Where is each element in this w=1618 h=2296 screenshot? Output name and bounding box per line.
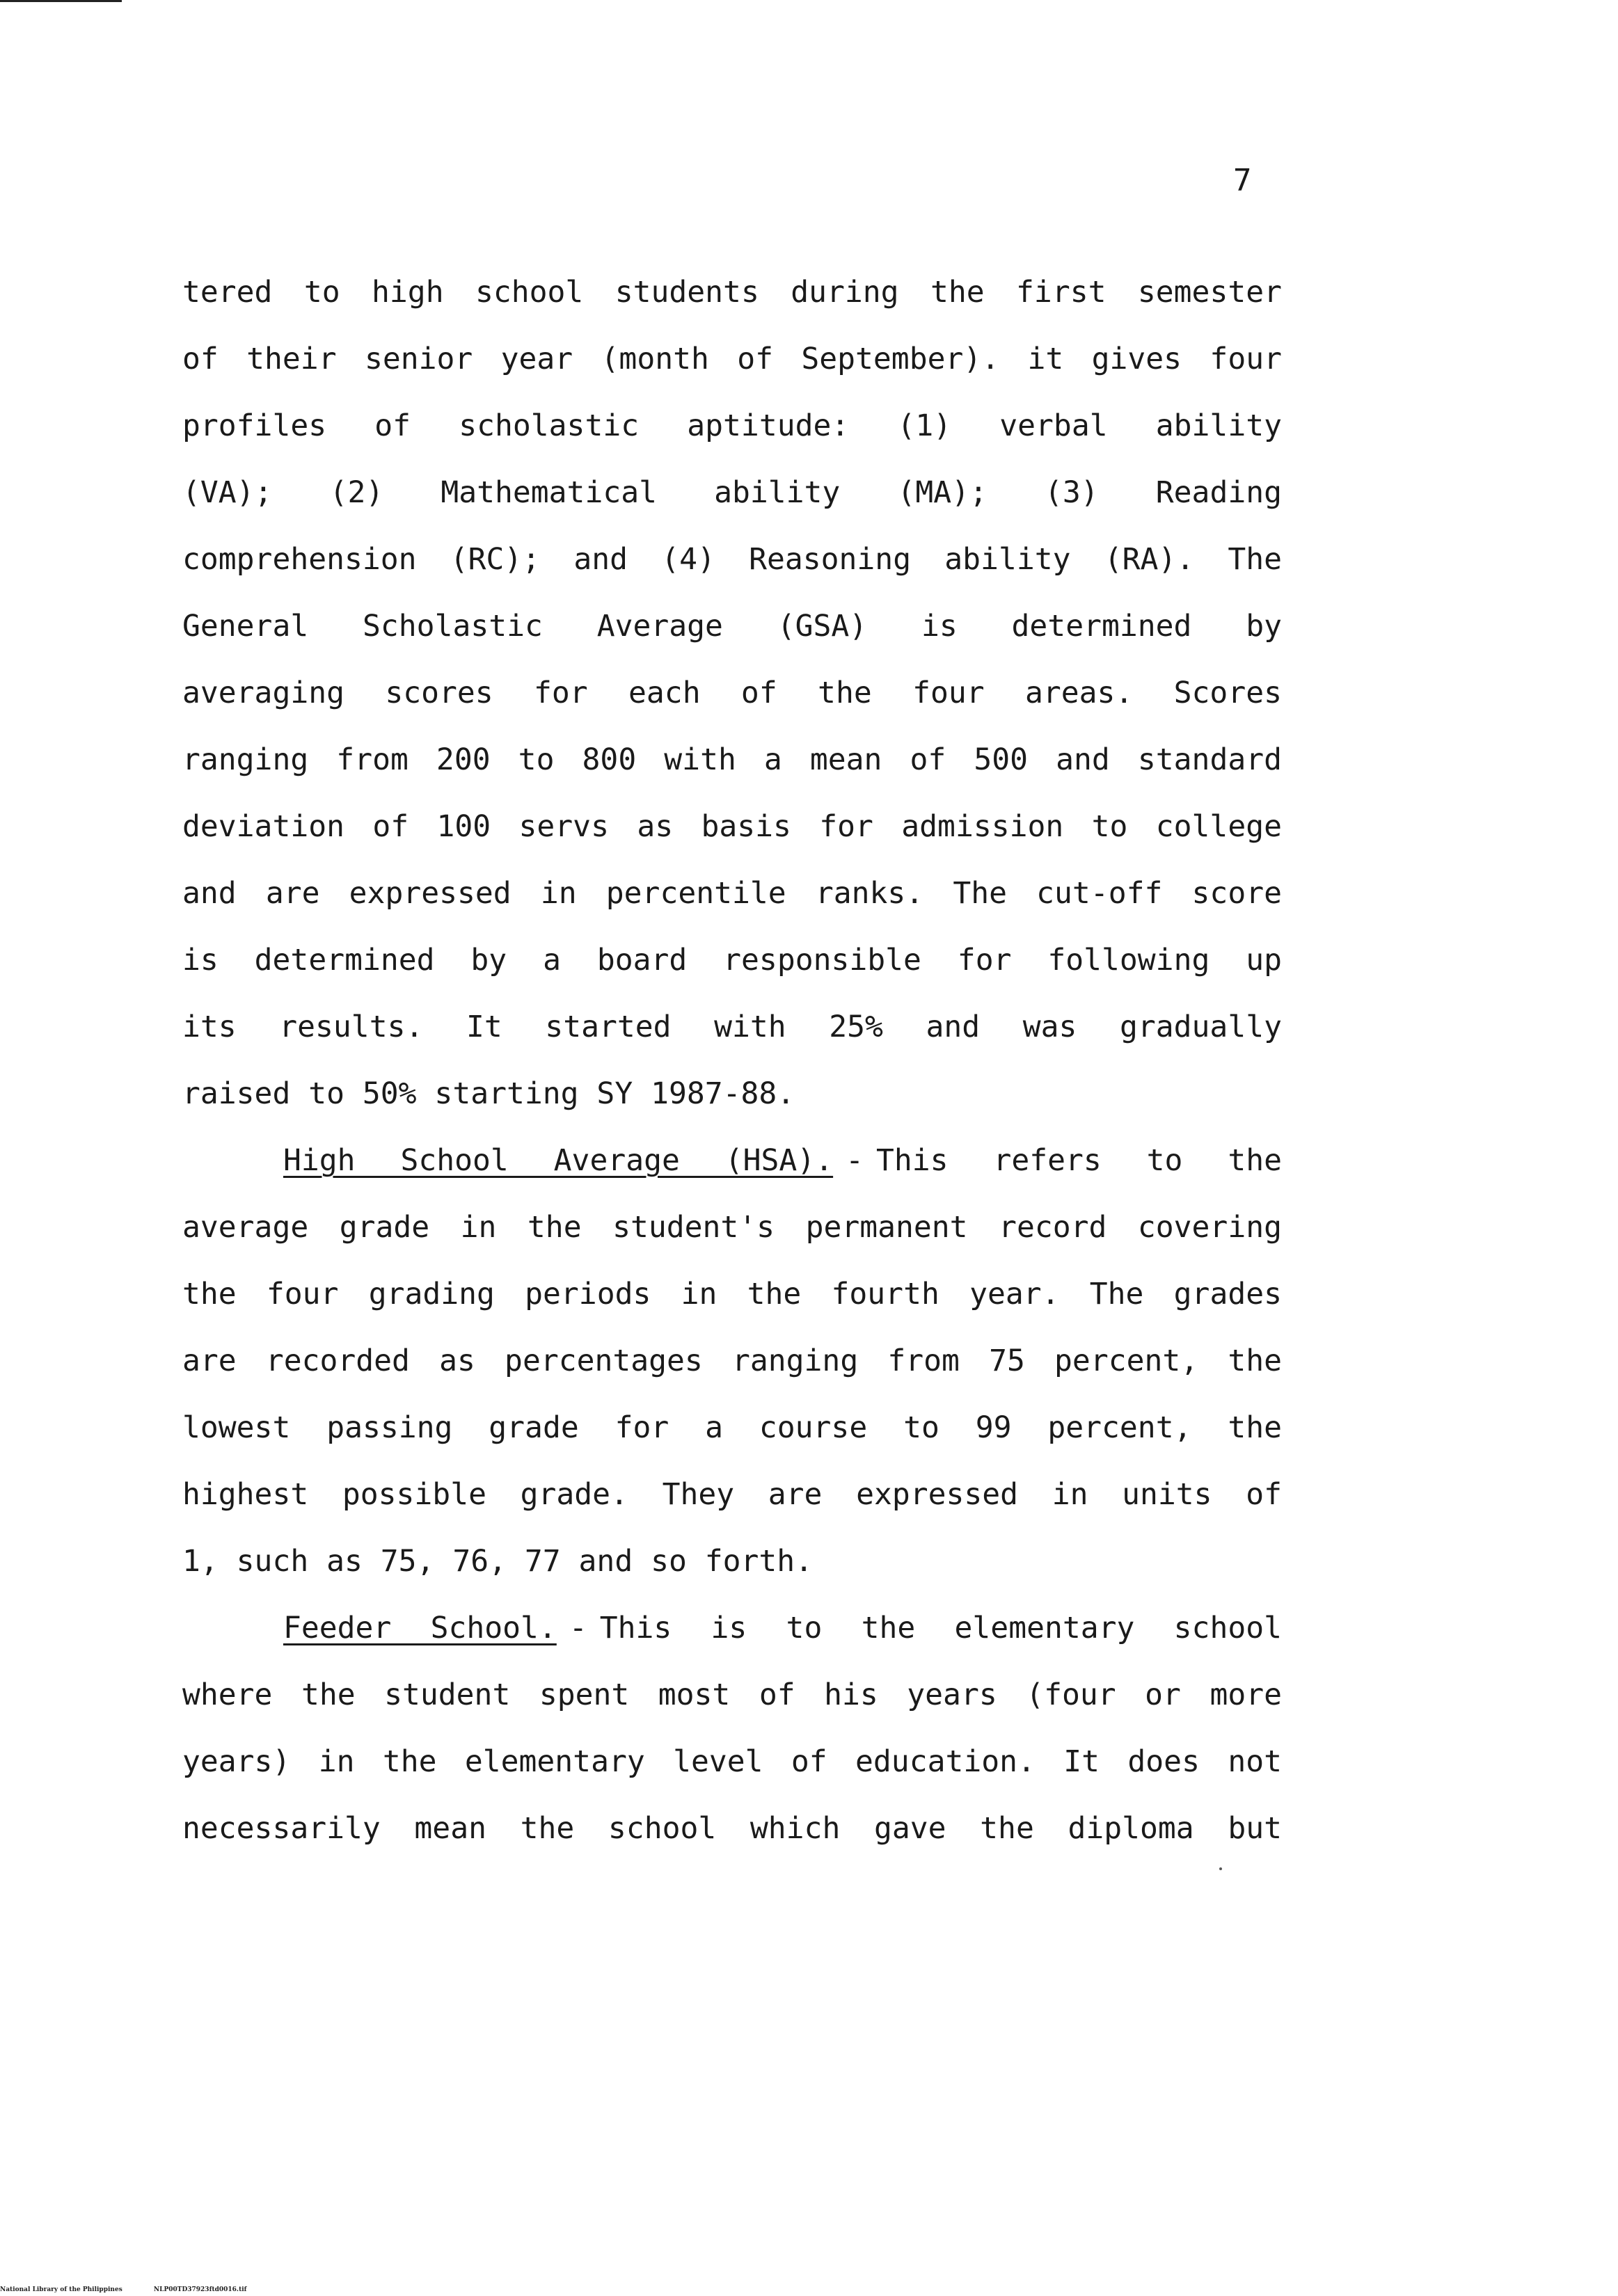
text-line: profiles of scholastic aptitude: (1) verbal ability bbox=[182, 408, 1282, 443]
page-number: 7 bbox=[1233, 163, 1252, 198]
text-fragment: This is to the elementary school bbox=[599, 1611, 1282, 1645]
text-line: highest possible grade. They are expressed in units of bbox=[182, 1477, 1282, 1512]
text-line: years) in the elementary level of education. It does not bbox=[182, 1744, 1282, 1779]
text-line: average grade in the student's permanent record covering bbox=[182, 1210, 1282, 1245]
top-scan-rule bbox=[0, 0, 122, 2]
text-fragment: This refers to the bbox=[876, 1143, 1282, 1178]
scan-speck bbox=[1219, 1867, 1222, 1870]
text-line: and are expressed in percentile ranks. The cut-off score bbox=[182, 876, 1282, 911]
text-line: ranging from 200 to 800 with a mean of 500 and standard bbox=[182, 742, 1282, 777]
paragraph-gsa-description bbox=[182, 259, 1282, 1127]
text-line: is determined by a board responsible for following up bbox=[182, 943, 1282, 978]
text-line: comprehension (RC); and (4) Reasoning ability (RA). The bbox=[182, 542, 1282, 577]
footer-file-name: NLP00TD37923ftd0016.tif bbox=[153, 2286, 247, 2293]
text-line: (VA); (2) Mathematical ability (MA); (3) Reading bbox=[182, 475, 1282, 510]
text-line: where the student spent most of his years (four or more bbox=[182, 1677, 1282, 1712]
text-line: the four grading periods in the fourth year. The grades bbox=[182, 1277, 1282, 1312]
definition-heading-hsa: High School Average (HSA). bbox=[283, 1143, 834, 1178]
paragraph-high-school-average bbox=[182, 1127, 1282, 1595]
definition-first-line bbox=[182, 1127, 1282, 1194]
text-line: General Scholastic Average (GSA) is determined by bbox=[182, 609, 1282, 644]
text-line: tered to high school students during the first semester bbox=[182, 275, 1282, 310]
paragraph-feeder-school bbox=[182, 1595, 1282, 1862]
text-line: its results. It started with 25% and was gradually bbox=[182, 1010, 1282, 1044]
text-line: averaging scores for each of the four areas. Scores bbox=[182, 676, 1282, 710]
definition-dash: - bbox=[846, 1143, 864, 1178]
text-line: deviation of 100 servs as basis for admission to college bbox=[182, 809, 1282, 844]
document-body bbox=[182, 259, 1282, 1862]
text-line: raised to 50% starting SY 1987-88. bbox=[182, 1076, 795, 1111]
definition-heading-feeder-school: Feeder School. bbox=[283, 1611, 557, 1645]
scan-footer bbox=[0, 2285, 487, 2295]
text-line: necessarily mean the school which gave the diploma but bbox=[182, 1811, 1282, 1846]
footer-library-name: National Library of the Philippines bbox=[0, 2286, 122, 2293]
text-line: of their senior year (month of September). it gives four bbox=[182, 342, 1282, 376]
definition-first-line bbox=[182, 1595, 1282, 1661]
definition-dash: - bbox=[569, 1611, 587, 1645]
text-line: are recorded as percentages ranging from 75 percent, the bbox=[182, 1344, 1282, 1378]
text-line: 1, such as 75, 76, 77 and so forth. bbox=[182, 1544, 814, 1579]
text-line: lowest passing grade for a course to 99 percent, the bbox=[182, 1410, 1282, 1445]
